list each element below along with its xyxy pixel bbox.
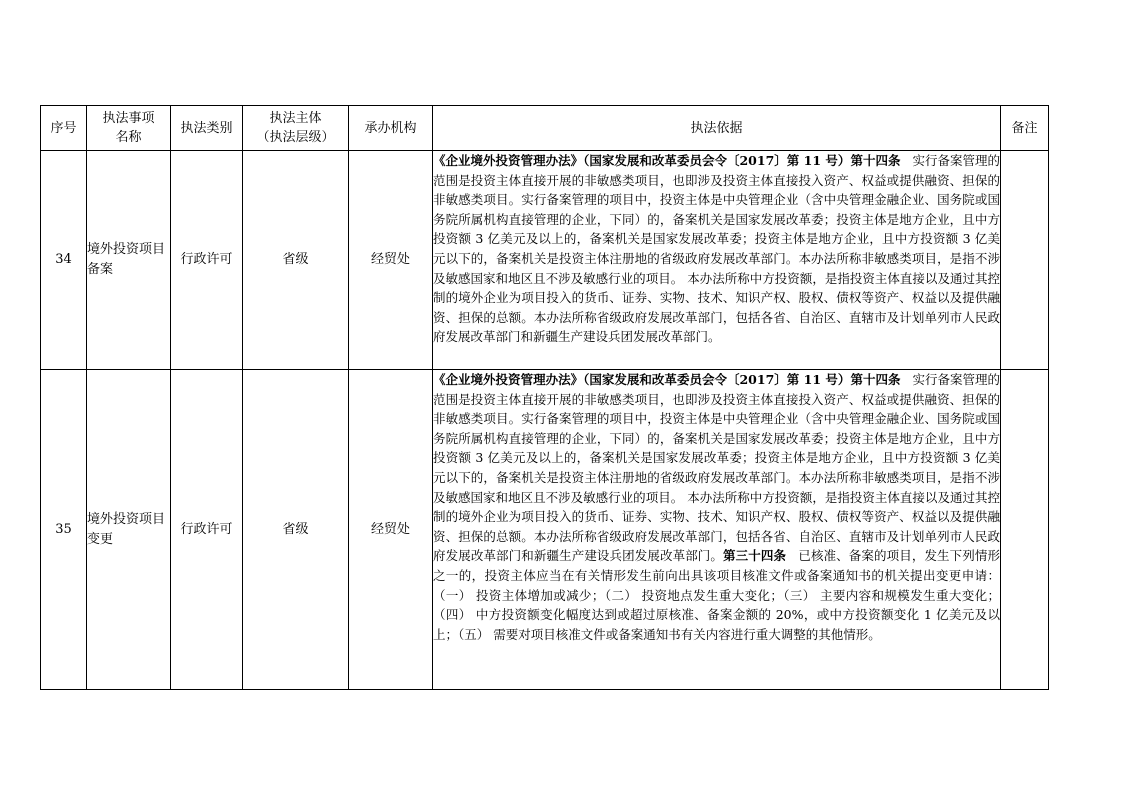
header-item-name: [87, 106, 171, 151]
header-agency: 承办机构: [349, 106, 433, 151]
row-agency: 经贸处: [349, 151, 433, 370]
enforcement-table: [40, 105, 1049, 690]
row-category: 行政许可: [171, 370, 243, 690]
header-basis: 执法依据: [433, 106, 1001, 151]
row-basis: [433, 370, 1001, 690]
row-category: 行政许可: [171, 151, 243, 370]
table-row: [41, 151, 1049, 370]
header-row: [41, 106, 1049, 151]
row-seq: 35: [41, 370, 87, 690]
header-remark: 备注: [1001, 106, 1049, 151]
header-item-name-line2: 名称: [115, 130, 142, 145]
header-subject-line1: 执法主体: [269, 111, 322, 126]
header-category: 执法类别: [171, 106, 243, 151]
row-seq: 34: [41, 151, 87, 370]
header-item-name-line1: 执法事项: [102, 111, 155, 126]
row-item-name: 境外投资项目备案: [87, 151, 171, 370]
row-level: 省级: [243, 370, 349, 690]
row-basis: [433, 151, 1001, 370]
header-seq: 序号: [41, 106, 87, 151]
row-remark: [1001, 151, 1049, 370]
basis-regulation-title: 《企业境外投资管理办法》（国家发展和改革委员会令〔2017〕第 11 号）第十四条: [433, 372, 901, 387]
header-subject-line2: （执法层级）: [256, 130, 335, 145]
header-subject: [243, 106, 349, 151]
row-item-name: 境外投资项目变更: [87, 370, 171, 690]
basis-article-34-text: 已核准、备案的项目，发生下列情形之一的，投资主体应当在有关情形发生前向出具该项目核准文件或备案通知书的机关提出变更申请：（一） 投资主体增加或减少；（二） 投资地点发生重大变化；（三） 主要内容和规模发生重大变化；（四） 中方投资额变化幅度达到或超过原核准、备案金额的 20%，或中方投资额变化 1 亿美元及以上；（五） 需要对项目核准文件或备案通知书有关内容进行重大调整的其他情形。: [433, 548, 1000, 642]
table-row: [41, 370, 1049, 690]
basis-article-34-title: 第三十四条: [723, 548, 787, 564]
row-level: 省级: [243, 151, 349, 370]
row-remark: [1001, 370, 1049, 690]
basis-article-text: 实行备案管理的范围是投资主体直接开展的非敏感类项目，也即涉及投资主体直接投入资产、权益或提供融资、担保的非敏感类项目。实行备案管理的项目中，投资主体是中央管理企业（含中央管理金融企业、国务院或国务院所属机构直接管理的企业，下同）的，备案机关是国家发展改革委；投资主体是地方企业，且中方投资额 3 亿美元及以上的，备案机关是国家发展改革委；投资主体是地方企业，且中方投资额 3 亿美元以下的，备案机关是投资主体注册地的省级政府发展改革部门。本办法所称非敏感类项目，是指不涉及敏感国家和地区且不涉及敏感行业的项目。 本办法所称中方投资额，是指投资主体直接以及通过其控制的境外企业为项目投入的货币、证券、实物、技术、知识产权、股权、债权等资产、权益以及提供融资、担保的总额。本办法所称省级政府发展改革部门，包括各省、自治区、直辖市及计划单列市人民政府发展改革部门和新疆生产建设兵团发展改革部门。: [433, 372, 1000, 564]
basis-article-text: 实行备案管理的范围是投资主体直接开展的非敏感类项目，也即涉及投资主体直接投入资产、权益或提供融资、担保的非敏感类项目。实行备案管理的项目中，投资主体是中央管理企业（含中央管理金融企业、国务院或国务院所属机构直接管理的企业，下同）的，备案机关是国家发展改革委；投资主体是地方企业，且中方投资额 3 亿美元及以上的，备案机关是国家发展改革委；投资主体是地方企业，且中方投资额 3 亿美元以下的，备案机关是投资主体注册地的省级政府发展改革部门。本办法所称非敏感类项目，是指不涉及敏感国家和地区且不涉及敏感行业的项目。 本办法所称中方投资额，是指投资主体直接以及通过其控制的境外企业为项目投入的货币、证券、实物、技术、知识产权、股权、债权等资产、权益以及提供融资、担保的总额。本办法所称省级政府发展改革部门，包括各省、自治区、直辖市及计划单列市人民政府发展改革部门和新疆生产建设兵团发展改革部门。: [433, 153, 1000, 345]
row-agency: 经贸处: [349, 370, 433, 690]
basis-regulation-title: 《企业境外投资管理办法》（国家发展和改革委员会令〔2017〕第 11 号）第十四条: [433, 153, 901, 168]
